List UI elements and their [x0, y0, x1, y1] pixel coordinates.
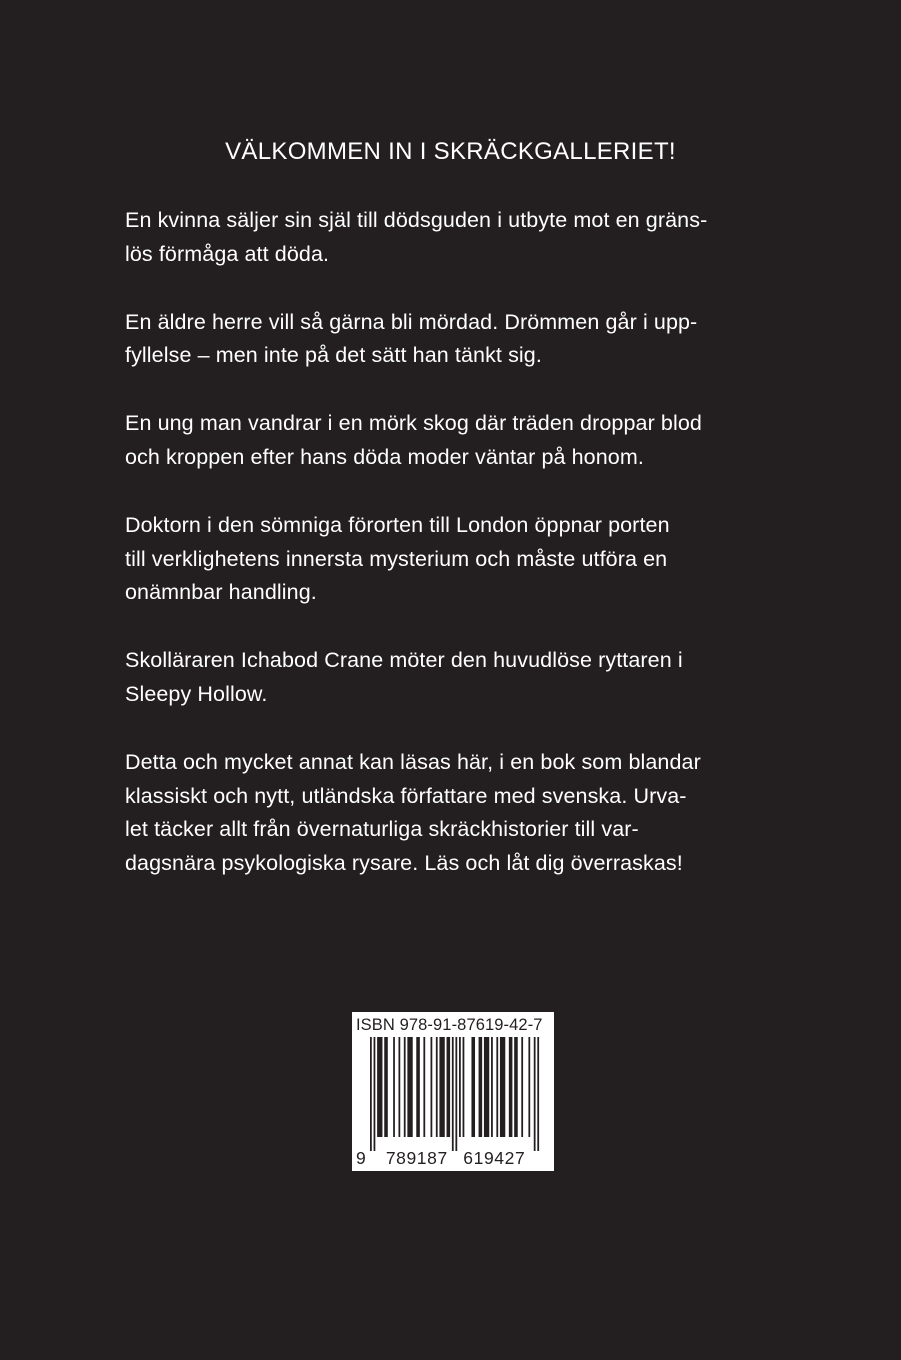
barcode-right-group: 619427	[463, 1148, 526, 1168]
barcode-bar	[407, 1037, 412, 1137]
barcode-bar	[471, 1037, 475, 1137]
barcode-bar	[423, 1037, 425, 1137]
barcode-bar	[537, 1037, 539, 1151]
barcode-bar	[455, 1037, 457, 1151]
blurb-paragraph-2	[125, 306, 785, 374]
cover-heading: VÄLKOMMEN IN I SKRÄCKGALLERIET!	[225, 138, 676, 165]
blurb-line: till verklighetens innersta mysterium och måste utföra en	[125, 546, 668, 571]
barcode-bar	[459, 1037, 461, 1137]
barcode-bar	[521, 1037, 523, 1137]
barcode-bar	[436, 1037, 438, 1137]
barcode-bar	[484, 1037, 489, 1137]
blurb-line: klassiskt och nytt, utländska författare med svenska. Urva-	[125, 783, 687, 808]
barcode-bar	[447, 1037, 451, 1137]
barcode-bar	[496, 1037, 498, 1137]
barcode-bar	[534, 1037, 536, 1151]
blurb-paragraph-6	[125, 746, 785, 881]
barcode-bar	[491, 1037, 493, 1137]
barcode-left-group: 789187	[385, 1148, 448, 1168]
barcode-digits	[356, 1147, 525, 1169]
blurb-line: Detta och mycket annat kan läsas här, i en bok som blandar	[125, 749, 701, 774]
blurb-paragraph-1	[125, 204, 785, 272]
blurb-line: Doktorn i den sömniga förorten till London öppnar porten	[125, 512, 670, 537]
barcode-bar	[514, 1037, 518, 1137]
blurb-line: fyllelse – men inte på det sätt han tänkt sig.	[125, 343, 542, 368]
blurb-paragraph-5	[125, 644, 785, 712]
barcode-bar	[500, 1037, 505, 1137]
barcode-bars	[356, 1037, 550, 1151]
barcode-bar	[463, 1037, 465, 1137]
blurb-paragraph-4	[125, 509, 785, 610]
blurb-line: lös förmåga att döda.	[125, 241, 330, 266]
blurb-line: En kvinna säljer sin själ till dödsguden i utbyte mot en gräns-	[125, 208, 708, 232]
blurb-paragraph-3	[125, 407, 785, 475]
blurb-line: let täcker allt från övernaturliga skräckhistorier till var-	[125, 817, 639, 842]
barcode-bar	[404, 1037, 406, 1137]
blurb-line: och kroppen efter hans döda moder väntar på honom.	[125, 444, 644, 469]
blurb-line: En ung man vandrar i en mörk skog där träden droppar blod	[125, 411, 702, 436]
barcode-bar	[398, 1037, 400, 1137]
blurb-line: dagsnära psykologiska rysare. Läs och låt dig överraskas!	[125, 851, 683, 876]
barcode-bar	[439, 1037, 444, 1137]
blurb-line: Sleepy Hollow.	[125, 681, 268, 706]
barcode-bar	[374, 1037, 376, 1151]
barcode-bar	[452, 1037, 454, 1151]
blurb-text	[125, 204, 785, 915]
blurb-line: Skolläraren Ichabod Crane möter den huvudlöse ryttaren i	[125, 648, 683, 673]
barcode-bar	[509, 1037, 513, 1137]
barcode-bar	[377, 1037, 382, 1137]
barcode-bar	[528, 1037, 530, 1137]
barcode-bar	[416, 1037, 420, 1137]
barcode-bar	[479, 1037, 483, 1137]
blurb-line: onämnbar handling.	[125, 580, 317, 605]
barcode-bar	[370, 1037, 372, 1151]
barcode-first-digit: 9	[356, 1148, 367, 1168]
barcode-bar	[431, 1037, 433, 1137]
isbn-label: ISBN 978-91-87619-42-7	[356, 1016, 543, 1034]
barcode-bar	[384, 1037, 388, 1137]
barcode-bar	[393, 1037, 395, 1137]
blurb-line: En äldre herre vill så gärna bli mördad. Drömmen går i upp-	[125, 309, 698, 334]
isbn-barcode	[352, 1012, 554, 1171]
